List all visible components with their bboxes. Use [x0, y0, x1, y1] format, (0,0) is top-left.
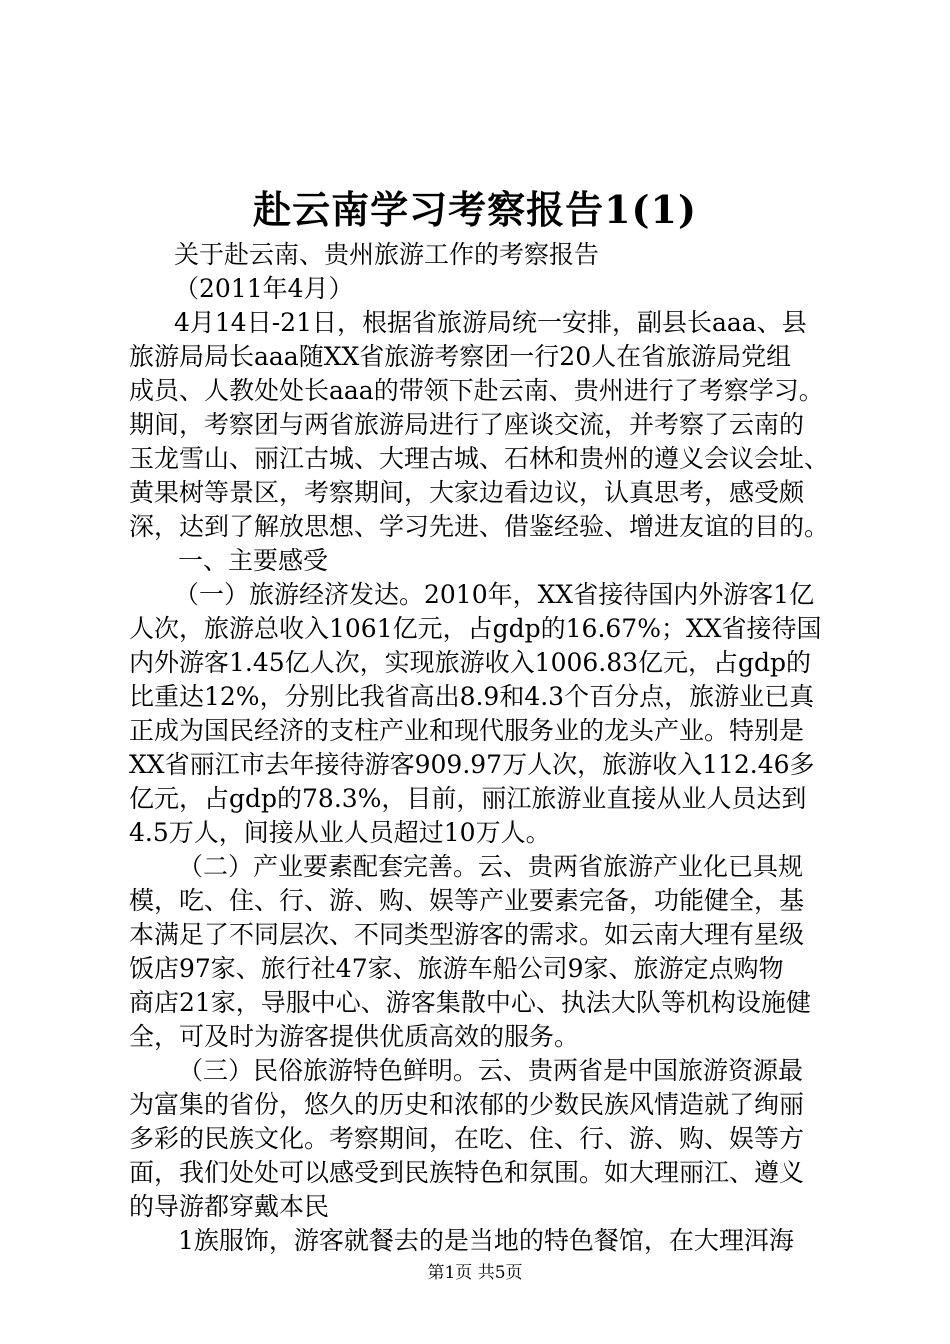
body-line: 期间，考察团与两省旅游局进行了座谈交流，并考察了云南的 [129, 410, 805, 439]
body-line: 成员、人教处处长aaa的带领下赴云南、贵州进行了考察学习。 [129, 376, 824, 405]
body-line: 4.5万人，间接从业人员超过10万人。 [129, 818, 551, 847]
body-line: 比重达12%，分别比我省高出8.9和4.3个百分点，旅游业已真 [129, 682, 815, 711]
body-line: 1族服饰，游客就餐去的是当地的特色餐馆，在大理洱海 [178, 1226, 794, 1255]
body-line: 为富集的省份，悠久的历史和浓郁的少数民族风情造就了绚丽 [129, 1090, 805, 1119]
body-line: 玉龙雪山、丽江古城、大理古城、石林和贵州的遵义会议会址、 [129, 444, 830, 473]
body-line: 正成为国民经济的支柱产业和现代服务业的龙头产业。特别是 [129, 716, 805, 745]
body-line: 人次，旅游总收入1061亿元，占gdp的16.67%；XX省接待国 [129, 614, 822, 643]
body-line: 4月14日-21日，根据省旅游局统一安排，副县长aaa、县 [174, 308, 807, 337]
body-line: 商店21家，导服中心、游客集散中心、执法大队等机构设施健 [129, 988, 811, 1017]
body-line: （一）旅游经济发达。2010年，XX省接待国内外游客1亿 [174, 580, 815, 609]
document-title: 赴云南学习考察报告1(1) [253, 187, 697, 232]
body-line: 多彩的民族文化。考察期间，在吃、住、行、游、购、娱等方 [129, 1124, 805, 1153]
body-line: 黄果树等景区，考察期间，大家边看边议，认真思考，感受颇 [129, 478, 805, 507]
body-line: 模，吃、住、行、游、购、娱等产业要素完备，功能健全，基 [129, 886, 805, 915]
body-line: 全，可及时为游客提供优质高效的服务。 [129, 1022, 580, 1051]
body-line: 内外游客1.45亿人次，实现旅游收入1006.83亿元，占gdp的 [129, 648, 812, 677]
date-line: （2011年4月） [174, 274, 354, 303]
body-line: XX省丽江市去年接待游客909.97万人次，旅游收入112.46多 [129, 750, 815, 779]
page-footer: 第1页 共5页 [427, 1263, 523, 1283]
body-line: （二）产业要素配套完善。云、贵两省旅游产业化已具规 [178, 852, 804, 881]
body-line: 本满足了不同层次、不同类型游客的需求。如云南大理有星级 [129, 920, 805, 949]
body-line: （三）民俗旅游特色鲜明。云、贵两省是中国旅游资源最 [178, 1056, 804, 1085]
body-line: 亿元，占gdp的78.3%，目前，丽江旅游业直接从业人员达到 [129, 784, 807, 813]
body-line: 饭店97家、旅行社47家、旅游车船公司9家、旅游定点购物 [129, 954, 784, 983]
body-line: 深，达到了解放思想、学习先进、借鉴经验、增进友谊的目的。 [129, 512, 830, 541]
body-line: 旅游局局长aaa随XX省旅游考察团一行20人在省旅游局党组 [129, 342, 792, 371]
body-line: 面，我们处处可以感受到民族特色和氛围。如大理丽江、遵义 [129, 1158, 805, 1187]
body-line: 的导游都穿戴本民 [129, 1192, 330, 1221]
subtitle-line: 关于赴云南、贵州旅游工作的考察报告 [174, 240, 600, 269]
section-heading: 一、主要感受 [178, 546, 329, 575]
